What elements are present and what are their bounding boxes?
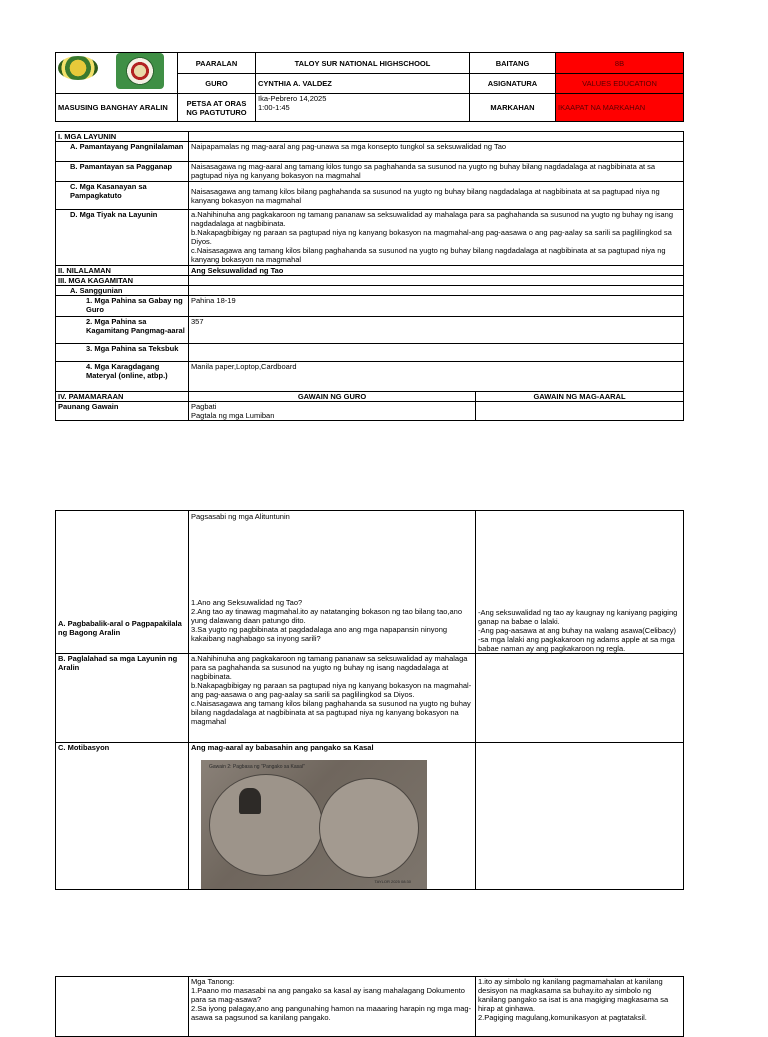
objectives-presentation-label: B. Paglalahad sa mga Layunin ng Aralin <box>56 654 189 743</box>
routine-text: Pagbati Pagtala ng mga Lumiban <box>189 402 476 421</box>
grade-value: 8B <box>556 53 684 74</box>
photo-caption: TAYLOR 2025 08:30 <box>374 879 411 884</box>
procedure-table-continued <box>55 510 684 890</box>
school-name: TALOY SUR NATIONAL HIGHSCHOOL <box>256 53 470 74</box>
student-activity-heading: GAWAIN NG MAG-AARAL <box>476 392 684 402</box>
routine-continued-text: Pagsasabi ng mga Alituntunin <box>191 512 290 521</box>
competency-text: Naisasagawa ang tamang kilos bilang paghahanda sa susunod na yugto ng buhay bilang nagdadalaga at nagbibinata at sa pagtupad niya ng kanyang bokasyon na magmahal <box>189 182 684 210</box>
thought-bubble-left <box>209 774 323 876</box>
analysis-questions: Mga Tanong: 1.Paano mo masasabi na ang pangako sa kasal ay isang mahalagang Dokumento para sa mag-asawa? 2.Sa iyong palagay,ano ang pangunahing hamon na maaaring harapin ng mga mag-asawa sa pagsunod sa kanilang pangako. <box>189 977 476 1037</box>
review-label: A. Pagbabalik-aral o Pagpapakilala ng Bagong Aralin <box>56 511 189 654</box>
teacher-guide-pages: Pahina 18-19 <box>189 296 684 317</box>
specific-objectives-text: a.Nahihinuha ang pagkakaroon ng tamang pananaw sa seksuwalidad ay mahalaga para sa paghahanda sa susunod na yugto ng buhay ng isang nagdadalaga at nagbibinata. b.Nakapagbibigay ng paraan sa pagtupad niya ng kanyang bokasyon na magmahal-ang pag-aasawa o ang pag-aalay sa sarili sa paglilingkod sa Diyos. c.Naisasagawa ang tamang kilos bilang paghahanda sa susunod na yugto ng buhay bilang nagdadalaga at nagbibinata at sa pagtupad niya ng kanyang bokasyon na magmahal <box>189 210 684 266</box>
quarter-label: MARKAHAN <box>470 94 556 122</box>
plan-title: MASUSING BANGHAY ARALIN <box>56 94 178 122</box>
objectives-presentation-text: a.Nahihinuha ang pagkakaroon ng tamang pananaw sa seksuwalidad ay mahalaga para sa paghahanda sa susunod na yugto ng buhay ng isang nagdadalaga at nagbibinata. b.Nakapagbibigay ng paraan sa pagtupad niya ng kanyang bokasyon na magmahal-ang pag-aasawa o ang pag-aalay sa sarili sa paglilingkod sa Diyos. c.Naisasagawa ang tamang kilos bilang paghahanda sa susunod na yugto ng buhay bilang nagdadalaga at nagbibinata at sa pagtupad niya ng kanyang bokasyon na magmahal <box>189 654 476 743</box>
textbook-label: 3. Mga Pahina sa Teksbuk <box>56 344 189 362</box>
routine-label: Paunang Gawain <box>56 402 189 421</box>
school-label: PAARALAN <box>178 53 256 74</box>
marriage-pledge-photo <box>201 760 427 889</box>
teacher-activity-heading: GAWAIN NG GURO <box>189 392 476 402</box>
objectives-heading: I. MGA LAYUNIN <box>56 132 189 142</box>
photo-title: Gawain 2: Pagbasa ng "Pangako sa Kasal" <box>209 764 305 770</box>
date-value: Ika-Pebrero 14,2025 1:00-1:45 <box>256 94 470 122</box>
motivation-label: C. Motibasyon <box>56 743 189 890</box>
couple-silhouette-icon <box>239 788 261 814</box>
learner-material-label: 2. Mga Pahina sa Kagamitang Pangmag-aaral <box>56 317 189 344</box>
content-standard-text: Naipapamalas ng mag-aaral ang pag-unawa sa mga konsepto tungkol sa seksuwalidad ng Tao <box>189 142 684 162</box>
competency-label: C. Mga Kasanayan sa Pampagkatuto <box>56 182 189 210</box>
teacher-guide-label: 1. Mga Pahina sa Gabay ng Guro <box>56 296 189 317</box>
date-label: PETSA AT ORAS NG PAGTUTURO <box>178 94 256 122</box>
references-label: A. Sanggunian <box>56 286 189 296</box>
header-table <box>55 52 684 122</box>
review-answers: -Ang seksuwalidad ng tao ay kaugnay ng kaniyang pagiging ganap na babae o lalaki. -Ang pag-aasawa at ang buhay na walang asawa(Celibacy) -sa mga lalaki ang pagkakaroon ng adams apple at sa mga babae naman ay ang pagkakaroon ng regla. <box>476 511 684 654</box>
performance-standard-label: B. Pamantayan sa Pagganap <box>56 162 189 182</box>
teacher-label: GURO <box>178 74 256 94</box>
logo-cell <box>56 53 178 94</box>
procedure-heading: IV. PAMAMARAAN <box>56 392 189 402</box>
resources-heading: III. MGA KAGAMITAN <box>56 276 189 286</box>
content-standard-label: A. Pamantayang Pangnilalaman <box>56 142 189 162</box>
performance-standard-text: Naisasagawa ng mag-aaral ang tamang kilos tungo sa paghahanda sa susunod na yugto ng buhay bilang nagdadalaga at nagbibinata at sa pagtupad niya ng kanyang bokasyon na magmahal <box>189 162 684 182</box>
learner-material-pages: 357 <box>189 317 684 344</box>
teacher-name: CYNTHIA A. VALDEZ <box>256 74 470 94</box>
quarter-value: IKAAPAT NA MARKAHAN <box>556 94 684 122</box>
review-questions: 1.Ano ang Seksuwalidad ng Tao? 2.Ang tao ay tinawag magmahal.ito ay natatanging bokason ng tao bilang tao,ano yung dalawang daan patungo dito. 3.Sa yugto ng pagbibinata at pagdadalaga ano ang mga napapansin ninyong kakaibang naghabago sa inyong sarili? <box>191 598 463 643</box>
lesson-plan-table <box>55 131 684 421</box>
analysis-answers: 1.ito ay simbolo ng kanilang pagmamahalan at kanilang desisyon na magkasama sa buhay.ito ay simbolo ng kanilang pangako sa isat is ana magiging magkasama sa hirap at ginhawa. 2.Pagiging magulang,komunikasyon at pagtataksil. <box>476 977 684 1037</box>
subject-label: ASIGNATURA <box>470 74 556 94</box>
subject-value: VALUES EDUCATION <box>556 74 684 94</box>
motivation-text: Ang mag-aaral ay babasahin ang pangako sa Kasal <box>191 743 374 752</box>
additional-materials-text: Manila paper,Loptop,Cardboard <box>189 362 684 392</box>
content-text: Ang Seksuwalidad ng Tao <box>189 266 684 276</box>
specific-objectives-label: D. Mga Tiyak na Layunin <box>56 210 189 266</box>
content-heading: II. NILALAMAN <box>56 266 189 276</box>
textbook-pages <box>189 344 684 362</box>
procedure-table-page3 <box>55 976 684 1037</box>
additional-materials-label: 4. Mga Karagdagang Materyal (online, atbp.) <box>56 362 189 392</box>
grade-label: BAITANG <box>470 53 556 74</box>
thought-bubble-right <box>319 778 419 878</box>
